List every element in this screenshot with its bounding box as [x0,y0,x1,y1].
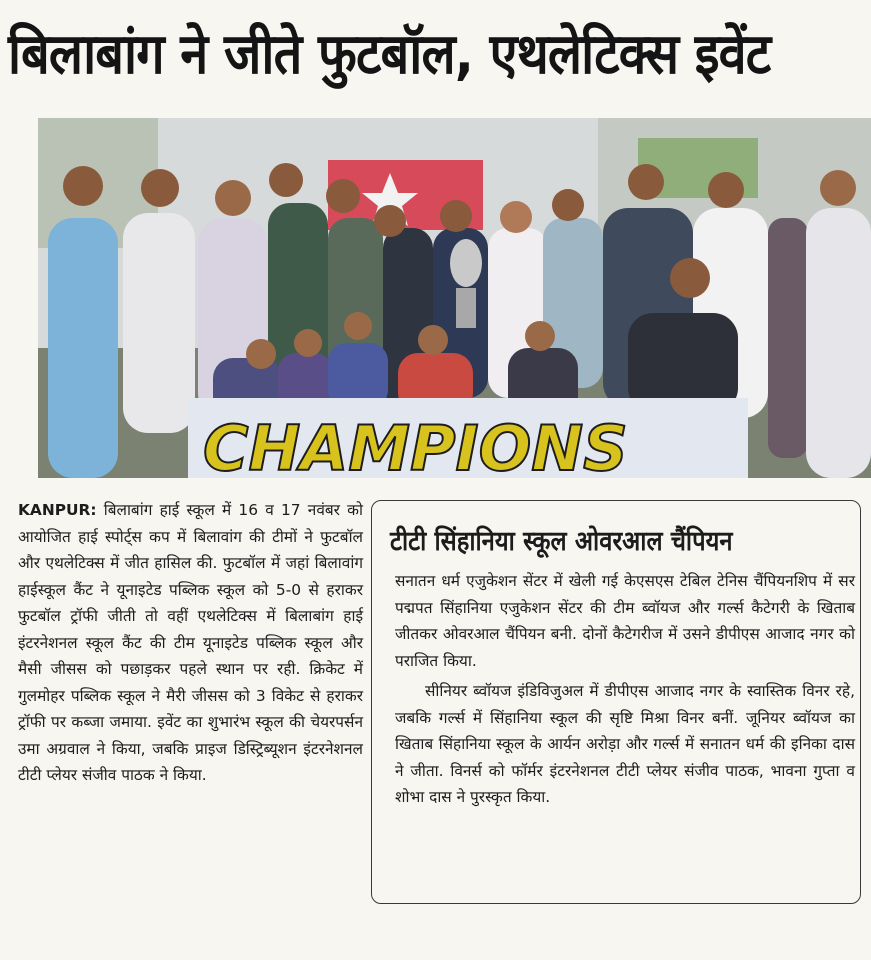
team-photo [38,118,871,478]
dateline: KANPUR: [18,501,97,519]
sidebar-paragraph: सनातन धर्म एजुकेशन सेंटर में खेली गई केएसएस टेबिल टेनिस चैंपियनशिप में सर पद्मपत सिंहानिया एजुकेशन सेंटर की टीम ब्वॉयज और गर्ल्स कैटेगरी के खिताब जीतकर ओवरआल चैंपियन बनी. दोनों कैटेगरीज में उसने डीपीएस आजाद नगर को पराजित किया. [395,572,855,670]
banner-text: CHAMPIONS [203,412,628,478]
main-article [18,497,363,789]
sidebar-paragraph: सीनियर ब्वॉयज इंडिविजुअल में डीपीएस आजाद नगर के स्वास्तिक विनर रहे, जबकि गर्ल्स में सिंहानिया स्कूल की सृष्टि मिश्रा विनर बनीं. जूनियर ब्वॉयज का खिताब सिंहानिया स्कूल के आर्यन अरोड़ा और गर्ल्स में सनातन धर्म की इनिका दास ने जीता. विनर्स को फॉर्मर इंटरनेशनल टीटी प्लेयर संजीव पाठक, भावना गुप्ता व शोभा दास ने पुरस्कृत किया. [395,682,855,806]
sidebar-article [395,568,855,811]
team-photo-illustration [38,118,871,478]
headline: बिलाबांग ने जीते फुटबॉल, एथलेटिक्स इवेंट [8,22,771,87]
main-article-body: बिलाबांग हाई स्कूल में 16 व 17 नवंबर को आयोजित हाई स्पोर्ट्स कप में बिलावांग की टीमों ने फुटबॉल और एथलेटिक्स में जीत हासिल की. फुटबॉल में जहां बिलावांग हाईस्कूल कैंट ने यूनाइटेड पब्लिक स्कूल को 5-0 से हराकर फुटबॉल ट्रॉफी जीती तो वहीं एथलेटिक्स में बिलाबांग हाई इंटरनेशनल स्कूल कैंट की टीम यूनाइटेड पब्लिक स्कूल और मैसी जीसस को पछाड़कर पहले स्थान पर रही. क्रिकेट में गुलमोहर पब्लिक स्कूल ने मैरी जीसस को 3 विकेट से हराकर ट्रॉफी पर कब्जा जमाया. इवेंट का शुभारंभ स्कूल की चेयरपर्सन उमा अग्रवाल ने किया, जबकि प्राइज डिस्ट्रिब्यूशन इंटरनेशनल टीटी प्लेयर संजीव पाठक ने किया. [18,501,363,784]
sidebar-title: टीटी सिंहानिया स्कूल ओवरआल चैंपियन [390,526,733,557]
